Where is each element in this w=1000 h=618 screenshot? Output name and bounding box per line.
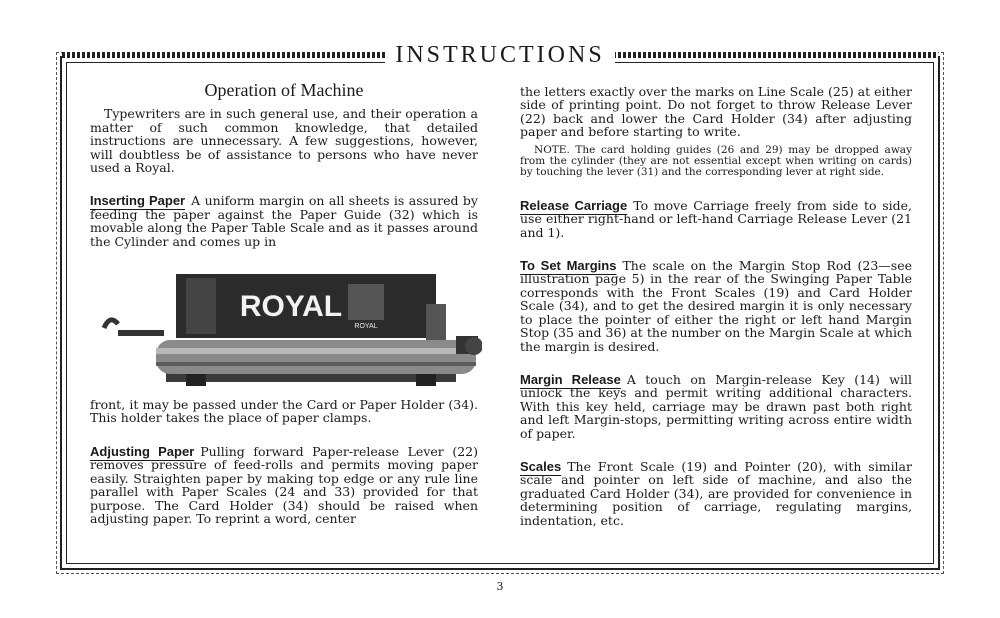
scales-paragraph: Scales The Front Scale (19) and Pointer (20), with similar scale and pointer on left side of machine, and also the graduated Card Holder (34), are provided for convenience in determining position of carriage, regulating margins, indentation, etc. — [520, 458, 912, 528]
inserting-paper-heading: Inserting Paper — [90, 193, 186, 209]
adjusting-paper-paragraph: Adjusting Paper Pulling forward Paper-release Lever (22) removes pressure of feed-rolls and permits moving paper easily. Straighten paper by making top edge or any rule line parallel with Paper Scales (24 and 33) provided for that purpose. The Card Holder (34) should be raised when adjusting paper. To reprint a word, center — [90, 443, 478, 526]
set-margins-heading: To Set Margins — [520, 258, 617, 274]
intro-paragraph: Typewriters are in such general use, and their operation a matter of such common knowledge, that detailed instructions are unnecessary. A few suggestions, however, will doubtless be of assistance to persons who have never used a Royal. — [90, 106, 478, 176]
typewriter-illustration — [96, 270, 482, 388]
set-margins-paragraph: To Set Margins The scale on the Margin Stop Rod (23—see illustration page 5) in the rear of the Swinging Paper Table corresponds with the Front Scales (19) and Card Holder Scale (34), and to get the desired margin it is only necessary to place the pointer of either the right or left hand Margin Stop (35 and 36) at the number on the Margin Scale at which the margin is desired. — [520, 258, 912, 354]
inserting-paper-continuation: front, it may be passed under the Card or Paper Holder (34). This holder takes the place of paper clamps. — [90, 397, 478, 426]
scales-heading: Scales — [520, 458, 562, 474]
right-column — [520, 85, 912, 527]
adjusting-continuation: the letters exactly over the marks on Line Scale (25) at either side of printing point. Do not forget to throw Release Lever (22) back and lower the Card Holder (34) after adjusting paper and before starting to write. — [520, 84, 912, 140]
royal-emblem-label: ROYAL — [354, 323, 378, 330]
margin-release-heading: Margin Release — [520, 371, 621, 387]
margin-release-paragraph: Margin Release A touch on Margin-release Key (14) will unlock the keys and permit writing additional characters. With this key held, carriage may be drawn past both right and left Margin-stops, permitting writing across entire width of paper. — [520, 371, 912, 441]
royal-logo-text: ROYAL — [239, 290, 343, 323]
inserting-paper-paragraph: Inserting Paper A uniform margin on all sheets is assured by feeding the paper against the Paper Guide (32) which is movable along the Paper Table Scale and as it passes around the Cylinder and comes up in — [90, 193, 478, 249]
release-carriage-paragraph: Release Carriage To move Carriage freely from side to side, use either right-hand or left-hand Carriage Release Lever (21 and 1). — [520, 197, 912, 240]
section-heading: Operation of Machine — [204, 80, 364, 100]
page-number: 3 — [496, 580, 504, 593]
adjusting-paper-heading: Adjusting Paper — [90, 443, 195, 459]
note-paragraph: NOTE. The card holding guides (26 and 29) may be dropped away from the cylinder (they are not essential except when writing on cards) by touching the lever (31) and the corresponding lever at right side. — [520, 143, 912, 179]
release-carriage-heading: Release Carriage — [520, 197, 628, 213]
page-title: INSTRUCTIONS — [0, 42, 1000, 69]
